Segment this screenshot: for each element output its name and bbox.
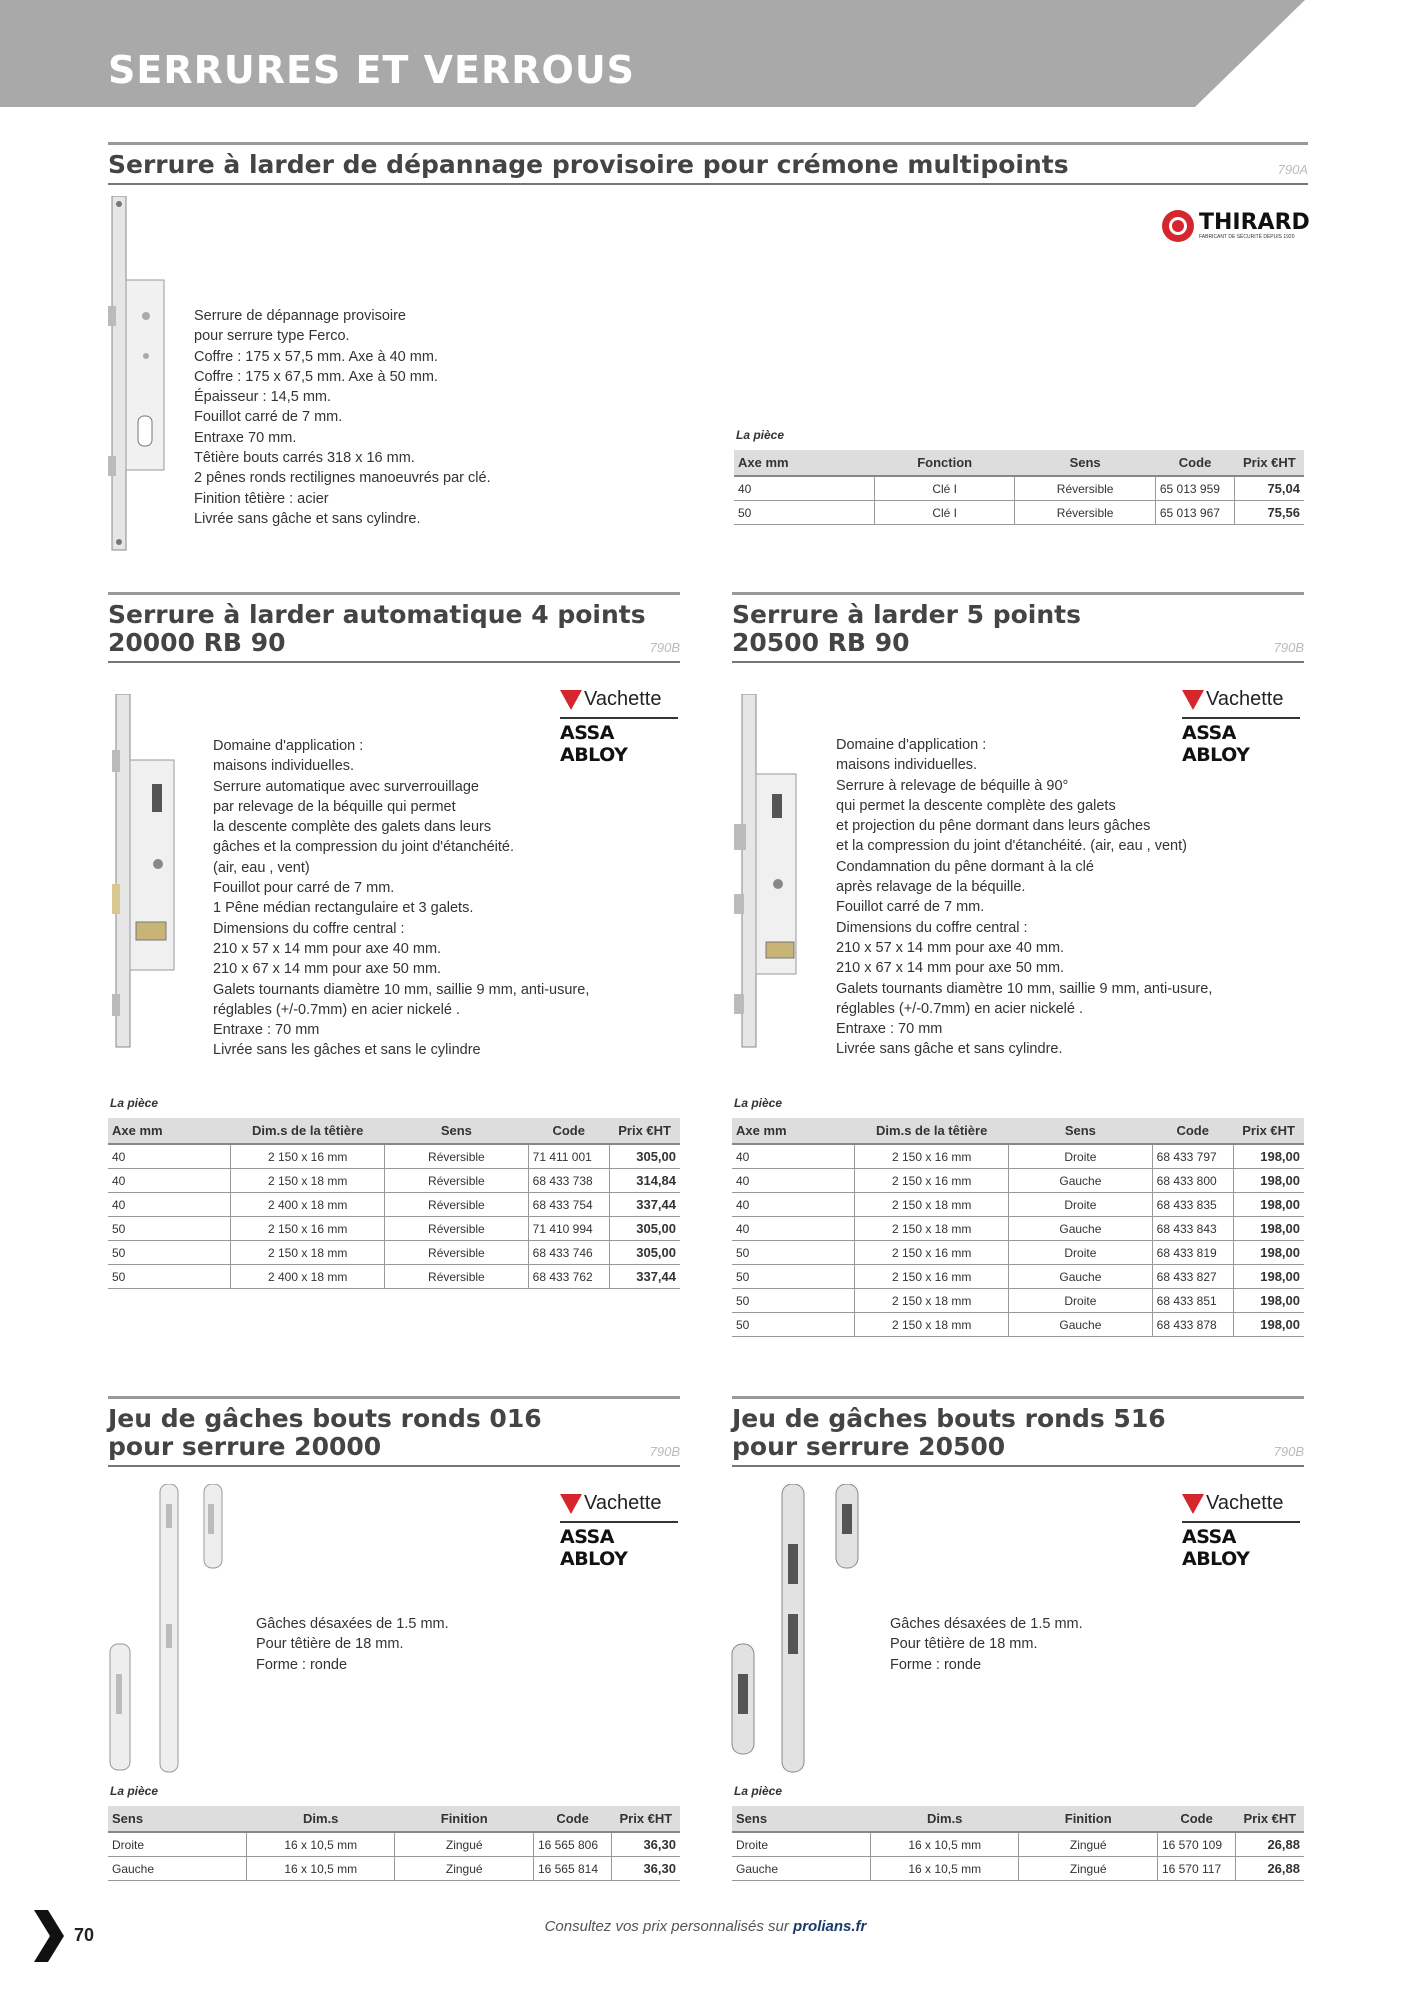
cell: 2 150 x 16 mm	[855, 1241, 1009, 1265]
table-row	[732, 1857, 1304, 1881]
cell: Réversible	[385, 1265, 529, 1289]
cell: Droite	[732, 1832, 870, 1857]
thirard-logo-mark	[1160, 208, 1196, 244]
section-code: 790B	[649, 640, 680, 655]
cell: 2 150 x 18 mm	[231, 1241, 385, 1265]
cell: Zingué	[395, 1832, 533, 1857]
cell-price: 305,00	[609, 1241, 680, 1265]
section-header	[108, 1396, 680, 1467]
col-header: Code	[1155, 450, 1234, 476]
cell: 40	[732, 1169, 855, 1193]
cell: Zingué	[1019, 1832, 1157, 1857]
unit-label: La pièce	[734, 1096, 783, 1110]
col-header: Code	[1157, 1806, 1235, 1832]
cell: 16 565 814	[533, 1857, 611, 1881]
col-header: Axe mm	[734, 450, 874, 476]
table-row	[732, 1193, 1304, 1217]
cell: 71 410 994	[528, 1217, 609, 1241]
section-title: Jeu de gâches bouts ronds 016 pour serrure 20000	[108, 1404, 542, 1461]
table-row	[108, 1241, 680, 1265]
table-row	[732, 1144, 1304, 1169]
cell: Droite	[1009, 1289, 1153, 1313]
cell: 50	[108, 1241, 231, 1265]
cell: 50	[732, 1313, 855, 1337]
col-header: Dim.s	[246, 1806, 395, 1832]
col-header: Prix €HT	[1236, 1806, 1304, 1832]
cell: 16 565 806	[533, 1832, 611, 1857]
cell: 2 150 x 18 mm	[855, 1193, 1009, 1217]
section-title: Serrure à larder automatique 4 points 20000 RB 90	[108, 600, 646, 657]
cell: Gauche	[108, 1857, 246, 1881]
cell: 68 433 738	[528, 1169, 609, 1193]
cell: Réversible	[385, 1144, 529, 1169]
cell: 16 x 10,5 mm	[246, 1832, 395, 1857]
table-row	[108, 1832, 680, 1857]
vachette-mark-icon	[560, 690, 582, 710]
cell-price: 198,00	[1233, 1144, 1304, 1169]
cell: 50	[732, 1241, 855, 1265]
col-header: Prix €HT	[609, 1118, 680, 1144]
lock-image-depannage	[108, 196, 170, 552]
section-gaches-016	[108, 1396, 680, 1467]
cell: 40	[734, 476, 874, 501]
description-gaches-516: Gâches désaxées de 1.5 mm. Pour têtière de 18 mm. Forme : ronde	[890, 1616, 1083, 1673]
cell: 68 433 797	[1152, 1144, 1233, 1169]
col-header: Fonction	[874, 450, 1014, 476]
col-header: Sens	[1009, 1118, 1153, 1144]
unit-label: La pièce	[736, 428, 785, 442]
cell-price: 198,00	[1233, 1241, 1304, 1265]
table-row	[732, 1241, 1304, 1265]
cell: 40	[732, 1144, 855, 1169]
cell-price: 198,00	[1233, 1193, 1304, 1217]
unit-label: La pièce	[110, 1784, 159, 1798]
cell-price: 337,44	[609, 1265, 680, 1289]
cell: Gauche	[1009, 1169, 1153, 1193]
cell: Réversible	[1015, 476, 1155, 501]
cell: Droite	[1009, 1193, 1153, 1217]
cell: 2 400 x 18 mm	[231, 1193, 385, 1217]
section-header	[732, 1396, 1304, 1467]
cell: 2 150 x 16 mm	[231, 1217, 385, 1241]
cell: 2 150 x 16 mm	[855, 1144, 1009, 1169]
cell: 40	[108, 1193, 231, 1217]
table-row	[108, 1193, 680, 1217]
table-row	[108, 1265, 680, 1289]
cell: 68 433 762	[528, 1265, 609, 1289]
col-header: Axe mm	[732, 1118, 855, 1144]
cell: 2 150 x 18 mm	[855, 1289, 1009, 1313]
thirard-logo	[1160, 208, 1310, 244]
cell: Gauche	[1009, 1265, 1153, 1289]
vachette-name: Vachette	[1206, 688, 1284, 710]
cell: 68 433 851	[1152, 1289, 1233, 1313]
cell: 16 570 109	[1157, 1832, 1235, 1857]
cell: Droite	[1009, 1144, 1153, 1169]
cell: Clé I	[874, 501, 1014, 525]
cell: Gauche	[732, 1857, 870, 1881]
cell: 2 150 x 16 mm	[855, 1169, 1009, 1193]
footer-message: Consultez vos prix personnalisés sur	[544, 1918, 789, 1935]
vachette-name: Vachette	[584, 1492, 662, 1514]
price-table-gaches-016	[108, 1806, 680, 1881]
assa-abloy-name: ASSA ABLOY	[560, 722, 628, 766]
price-table-depannage	[734, 450, 1304, 525]
cell: 68 433 843	[1152, 1217, 1233, 1241]
thirard-tagline: FABRICANT DE SÉCURITÉ DEPUIS 1920	[1199, 234, 1295, 240]
section-header	[732, 592, 1304, 663]
cell: 40	[732, 1193, 855, 1217]
cell: 68 433 754	[528, 1193, 609, 1217]
cell: 2 150 x 16 mm	[855, 1265, 1009, 1289]
table-row	[734, 501, 1304, 525]
table-row	[108, 1144, 680, 1169]
cell: Zingué	[1019, 1857, 1157, 1881]
cell-price: 198,00	[1233, 1289, 1304, 1313]
col-header: Axe mm	[108, 1118, 231, 1144]
description-depannage: Serrure de dépannage provisoire pour serrure type Ferco. Coffre : 175 x 57,5 mm. Axe à 40 mm. Coffre : 175 x 67,5 mm. Axe à 50 mm. Épaisseur : 14,5 mm. Fouillot carré de 7 mm. Entraxe 70 mm. Têtière bouts carrés 318 x 16 mm. 2 pênes ronds rectilignes manoeuvrés par clé. Finition têtière : acier Livrée sans gâche et sans cylindre.	[194, 308, 491, 527]
cell: 71 411 001	[528, 1144, 609, 1169]
cell-price: 75,56	[1235, 501, 1304, 525]
cell: 50	[732, 1265, 855, 1289]
cell: 2 150 x 16 mm	[231, 1144, 385, 1169]
lock-image-4-points	[112, 694, 182, 1049]
cell: 68 433 835	[1152, 1193, 1233, 1217]
cell: 2 150 x 18 mm	[855, 1217, 1009, 1241]
cell: 68 433 800	[1152, 1169, 1233, 1193]
section-serrure-depannage	[108, 142, 1308, 185]
section-gaches-516	[732, 1396, 1304, 1467]
description-gaches-016: Gâches désaxées de 1.5 mm. Pour têtière de 18 mm. Forme : ronde	[256, 1616, 449, 1673]
table-row	[732, 1832, 1304, 1857]
cell-price: 26,88	[1236, 1857, 1304, 1881]
description-4-points: Domaine d'application : maisons individuelles. Serrure automatique avec surverrouillage par relevage de la béquille qui permet la descente complète des galets dans leurs gâches et la compression du joint d'étanchéité. (air, eau , vent) Fouillot pour carré de 7 mm. 1 Pêne médian rectangulaire et 3 galets. Dimensions du coffre central : 210 x 57 x 14 mm pour axe 40 mm. 210 x 67 x 14 mm pour axe 50 mm. Galets tournants diamètre 10 mm, saillie 9 mm, anti-usure, réglables (+/-0.7mm) en acier nickelé . Entraxe : 70 mm Livrée sans les gâches et sans le cylindre	[213, 738, 590, 1059]
vachette-name: Vachette	[1206, 1492, 1284, 1514]
col-header: Finition	[395, 1806, 533, 1832]
cell: 68 433 819	[1152, 1241, 1233, 1265]
header-banner	[0, 0, 1305, 107]
cell-price: 36,30	[612, 1832, 680, 1857]
cell: 2 150 x 18 mm	[231, 1169, 385, 1193]
col-header: Sens	[385, 1118, 529, 1144]
vachette-mark-icon	[1182, 1494, 1204, 1514]
col-header: Code	[528, 1118, 609, 1144]
cell: 16 x 10,5 mm	[246, 1857, 395, 1881]
col-header: Sens	[732, 1806, 870, 1832]
table-row	[732, 1217, 1304, 1241]
cell: 50	[108, 1265, 231, 1289]
section-code: 790B	[1273, 1444, 1304, 1459]
col-header: Dim.s	[870, 1806, 1019, 1832]
cell: 40	[108, 1169, 231, 1193]
col-header: Sens	[108, 1806, 246, 1832]
lock-image-5-points	[734, 694, 808, 1049]
section-code: 790A	[1277, 162, 1308, 177]
price-table-5-points	[732, 1118, 1304, 1337]
col-header: Sens	[1015, 450, 1155, 476]
page-title: SERRURES ET VERROUS	[108, 48, 636, 92]
cell-price: 314,84	[609, 1169, 680, 1193]
cell: 50	[732, 1289, 855, 1313]
col-header: Finition	[1019, 1806, 1157, 1832]
price-table-4-points	[108, 1118, 680, 1289]
table-row	[732, 1313, 1304, 1337]
cell: 50	[734, 501, 874, 525]
section-serrure-5-points	[732, 592, 1304, 663]
col-header: Code	[1152, 1118, 1233, 1144]
cell: 68 433 746	[528, 1241, 609, 1265]
col-header: Dim.s de la têtière	[231, 1118, 385, 1144]
cell: Droite	[1009, 1241, 1153, 1265]
cell: 68 433 827	[1152, 1265, 1233, 1289]
col-header: Prix €HT	[1233, 1118, 1304, 1144]
cell: 40	[732, 1217, 855, 1241]
description-5-points: Domaine d'application : maisons individuelles. Serrure à relevage de béquille à 90° qui permet la descente complète des galets et projection du pêne dormant dans leurs gâches et la compression du joint d'étanchéité. (air, eau , vent) Condamnation du pêne dormant à la clé après relavage de la béquille. Fouillot carré de 7 mm. Dimensions du coffre central : 210 x 57 x 14 mm pour axe 40 mm. 210 x 67 x 14 mm pour axe 50 mm. Galets tournants diamètre 10 mm, saillie 9 mm, anti-usure, réglables (+/-0.7mm) en acier nickelé . Entraxe : 70 mm Livrée sans gâche et sans cylindre.	[836, 737, 1213, 1058]
footer-text	[0, 1918, 1411, 1935]
cell: 40	[108, 1144, 231, 1169]
cell: 50	[108, 1217, 231, 1241]
cell: 2 150 x 18 mm	[855, 1313, 1009, 1337]
page-number: 70	[74, 1925, 95, 1945]
cell: 2 400 x 18 mm	[231, 1265, 385, 1289]
vachette-logo	[1182, 1492, 1300, 1570]
section-title: Serrure à larder 5 points 20500 RB 90	[732, 600, 1081, 657]
assa-abloy-name: ASSA ABLOY	[560, 1526, 628, 1570]
cell: 16 x 10,5 mm	[870, 1857, 1019, 1881]
section-title: Jeu de gâches bouts ronds 516 pour serrure 20500	[732, 1404, 1166, 1461]
cell-price: 198,00	[1233, 1217, 1304, 1241]
cell: 16 570 117	[1157, 1857, 1235, 1881]
unit-label: La pièce	[734, 1784, 783, 1798]
cell: 65 013 967	[1155, 501, 1234, 525]
cell: 65 013 959	[1155, 476, 1234, 501]
table-row	[108, 1217, 680, 1241]
cell: Réversible	[385, 1193, 529, 1217]
vachette-logo	[560, 1492, 678, 1570]
vachette-mark-icon	[560, 1494, 582, 1514]
cell-price: 198,00	[1233, 1313, 1304, 1337]
cell: 68 433 878	[1152, 1313, 1233, 1337]
cell: Gauche	[1009, 1217, 1153, 1241]
section-serrure-4-points	[108, 592, 680, 663]
table-row	[732, 1169, 1304, 1193]
strike-plates-image-016	[108, 1484, 233, 1774]
thirard-name: THIRARD	[1199, 210, 1310, 235]
cell-price: 198,00	[1233, 1169, 1304, 1193]
cell-price: 36,30	[612, 1857, 680, 1881]
assa-abloy-name: ASSA ABLOY	[1182, 722, 1250, 766]
cell: Clé I	[874, 476, 1014, 501]
section-header	[108, 592, 680, 663]
col-header: Prix €HT	[612, 1806, 680, 1832]
section-title: Serrure à larder de dépannage provisoire pour crémone multipoints	[108, 150, 1069, 179]
vachette-mark-icon	[1182, 690, 1204, 710]
cell-price: 75,04	[1235, 476, 1304, 501]
assa-abloy-name: ASSA ABLOY	[1182, 1526, 1250, 1570]
table-row	[732, 1265, 1304, 1289]
cell: Réversible	[385, 1241, 529, 1265]
cell: Réversible	[1015, 501, 1155, 525]
price-table-gaches-516	[732, 1806, 1304, 1881]
unit-label: La pièce	[110, 1096, 159, 1110]
col-header: Prix €HT	[1235, 450, 1304, 476]
footer-site-link[interactable]: prolians.fr	[793, 1918, 867, 1935]
section-header	[108, 142, 1308, 185]
table-row	[108, 1169, 680, 1193]
cell-price: 26,88	[1236, 1832, 1304, 1857]
col-header: Dim.s de la têtière	[855, 1118, 1009, 1144]
cell-price: 198,00	[1233, 1265, 1304, 1289]
cell: 16 x 10,5 mm	[870, 1832, 1019, 1857]
section-code: 790B	[649, 1444, 680, 1459]
cell-price: 305,00	[609, 1144, 680, 1169]
cell: Gauche	[1009, 1313, 1153, 1337]
cell-price: 305,00	[609, 1217, 680, 1241]
cell-price: 337,44	[609, 1193, 680, 1217]
cell: Zingué	[395, 1857, 533, 1881]
strike-plates-image-516	[728, 1484, 868, 1774]
vachette-name: Vachette	[584, 688, 662, 710]
cell: Réversible	[385, 1169, 529, 1193]
table-row	[108, 1857, 680, 1881]
section-code: 790B	[1273, 640, 1304, 655]
col-header: Code	[533, 1806, 611, 1832]
table-row	[734, 476, 1304, 501]
cell: Droite	[108, 1832, 246, 1857]
table-row	[732, 1289, 1304, 1313]
cell: Réversible	[385, 1217, 529, 1241]
